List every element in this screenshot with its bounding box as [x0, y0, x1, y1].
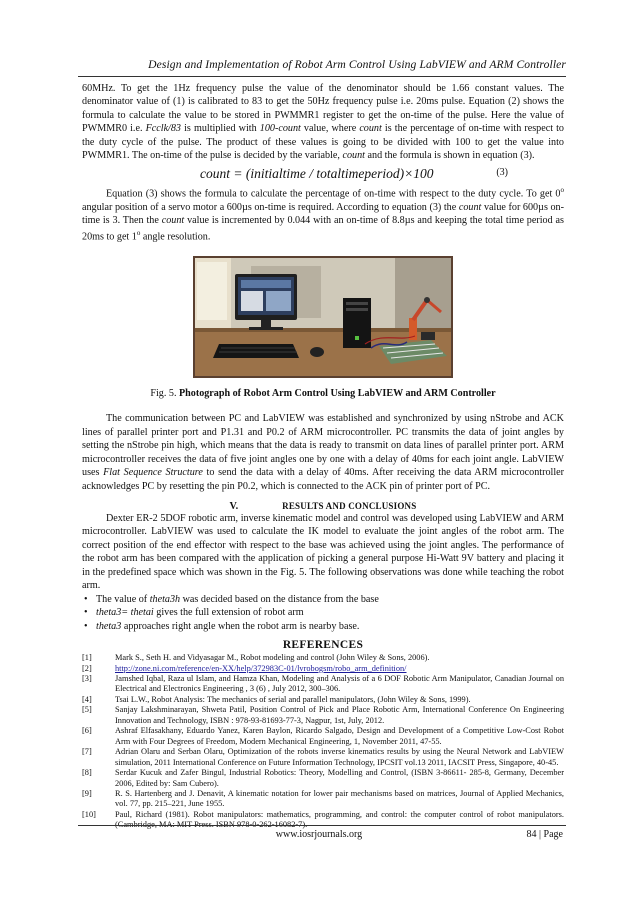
- paragraph-pwm: 60MHz. To get the 1Hz frequency pulse the value of the denominator should be 1.66 constant values. The denominator value of (1) is calibrated to 83 to get the 50Hz frequency pulse i.e. 20ms pulse. Equation (2) shows the formula to calculate the value to be stored in PWMMR1 register to get the on-time of the pulse. Here the value of PWMMR0 i.e. Fcclk/83 is multiplied with 100-count value, where count is the percentage of on-time with respect to the duty cycle of the pulse. The product of these values is going to be divided with 100 to get the value into PWMMR1. The on-time of the pulse is decided by the variable, count and the formula is shown in equation (3).: [82, 83, 564, 162]
- fcclk-term: Fcclk/83: [145, 123, 181, 135]
- running-header: Design and Implementation of Robot Arm Control Using LabVIEW and ARM Controller: [148, 58, 566, 71]
- equation-text: count = (initialtime / totaltimeperiod)×100: [200, 165, 434, 181]
- paragraph-results: Dexter ER-2 5DOF robotic arm, inverse kinematic model and control was developed using LabVIEW and ARM microcontroller. LabVIEW was used to calculate the IK model to evaluate the joint angles of the robot arm. The correct position of the end effector with respect to the base was achieved using the joint angles. The performance of the robot arm has been compared with the application of picking a general purpose Hi-Watt 9V battery and placing it in the predefined space which was shown in the Fig. 5. The following observations was done while teaching the robot arm.: [82, 513, 564, 592]
- footer-website[interactable]: www.iosrjournals.org: [275, 829, 363, 840]
- references-heading: REFERENCES: [282, 639, 364, 652]
- reference-link[interactable]: http://zone.ni.com/reference/en-XX/help/372983C-01/lvrobogsm/robo_arm_definition/: [115, 663, 407, 673]
- section-heading: [82, 501, 564, 512]
- list-item: • theta3 approaches right angle when the robot arm is nearby base.: [82, 620, 564, 633]
- list-item: • The value of theta3h was decided based on the distance from the base: [82, 593, 564, 606]
- count-term: 100-count: [259, 123, 301, 135]
- reference-item: [8] Serdar Kucuk and Zafer Bingul, Industrial Robotics: Theory, Modelling and Control, (ISBN 3-86611- 285-8, Germany, December 2006, Edited by: Sam Cubero).: [82, 768, 564, 788]
- page-body: [82, 82, 564, 831]
- figure-title: Photograph of Robot Arm Control Using LabVIEW and ARM Controller: [179, 388, 496, 400]
- paragraph-communication: The communication between PC and LabVIEW was established and synchronized by using nStrobe and ACK lines of parallel printer port and P1.31 and P0.2 of ARM microcontroller. PC transmits the data of joint angles by setting the nStrobe pin high, which means that the data is ready to transmit on data lines of parallel printer port. ARM microcontroller receives the data of five joint angles one by one with a delay of 40ms for each joint angle. LabVIEW uses Flat Sequence Structure to send the data with a delay of 40ms. After receiving the data ARM microcontroller acknowledges PC by resetting the pin P0.2, which is connected to the ACK pin of printer port of PC.: [82, 413, 565, 492]
- figure-label: Fig. 5.: [150, 388, 177, 400]
- reference-item: [2] http://zone.ni.com/reference/en-XX/help/372983C-01/lvrobogsm/robo_arm_definition/: [82, 663, 407, 673]
- reference-item: [1] Mark S., Seth H. and Vidyasagar M., Robot modeling and control (John Wiley & Sons, 2006).: [82, 653, 430, 663]
- reference-item: [5] Sanjay Lakshminarayan, Shweta Patil, Position Control of Pick and Place Robotic Arm, International Conference On Engineering Innovation and Technology, ISBN : 978-93-81693-77-3, Nagpur, 1st, July, 2012.: [82, 705, 564, 725]
- section-title: RESULTS AND CONCLUSIONS: [282, 501, 417, 511]
- reference-item: [9] R. S. Hartenberg and J. Denavit, A kinematic notation for lower pair mechanisms based on matrices, Journal of Applied Mechanics, vol. 77, pp. 215–221, June 1955.: [82, 788, 564, 809]
- equation-number: (3): [496, 166, 508, 178]
- paragraph-equation-3: Equation (3) shows the formula to calculate the percentage of on-time with respect to the duty cycle. To get 0$^o$ angular position of a servo motor a 600µs on-time is required. According to equation (3) the count value for 600µs on-time is 3. Then the count value is incremented by 0.044 with an on-time of 8.8µs and keeping the total time period as 20ms to get 1$^o$ angle resolution.: [82, 185, 564, 243]
- reference-item: [10] Paul, Richard (1981). Robot manipulators: mathematics, programming, and control: the computer control of robot manipulators.(Cambridge, MA: MIT Press. ISBN 978-0-262-16082-7).: [82, 809, 564, 830]
- robot-arm-photo: [193, 256, 453, 378]
- reference-item: [4] Tsai L.W., Robot Analysis: The mechanics of serial and parallel manipulators, (John Wiley & Sons, 1999).: [82, 694, 471, 704]
- header-rule: [78, 76, 566, 77]
- footer-rule: [78, 825, 566, 826]
- references-list: [82, 653, 564, 831]
- flat-sequence-term: Flat Sequence Structure: [103, 467, 203, 479]
- figure-caption: [82, 388, 564, 399]
- footer-page-number: 84 | Page: [526, 829, 563, 840]
- observations-list: [82, 593, 564, 633]
- reference-item: [7] Adrian Olaru and Serban Olaru, Optimization of the robots inverse kinematics results by using the Neural Network and LabVIEW simulation, 2011 International Conference on Future Information Technology, IPCSIT vol.13 2011, IACSIT Press, Singapore, 40-45.: [82, 747, 564, 767]
- equation-3: [82, 164, 564, 184]
- photo-illustration: [195, 258, 451, 376]
- list-item: • theta3= thetai gives the full extension of robot arm: [82, 606, 564, 619]
- reference-item: [6] Ashraf Elfasakhany, Eduardo Yanez, Karen Baylon, Ricardo Salgado, Design and Development of a Competitive Low-Cost Robot Arm with Four Degrees of Freedom, Modern Mechanical Engineering, 1, November 2011, 47-55.: [82, 726, 564, 746]
- section-number: V.: [229, 501, 239, 512]
- reference-item: [3] Jamshed Iqbal, Raza ul Islam, and Hamza Khan, Modeling and Analysis of a 6 DOF Robotic Arm Manipulator, Canadian Journal on Electrical and Electronics Engineering , 3 (6) , July 2012, 300–306.: [82, 673, 564, 694]
